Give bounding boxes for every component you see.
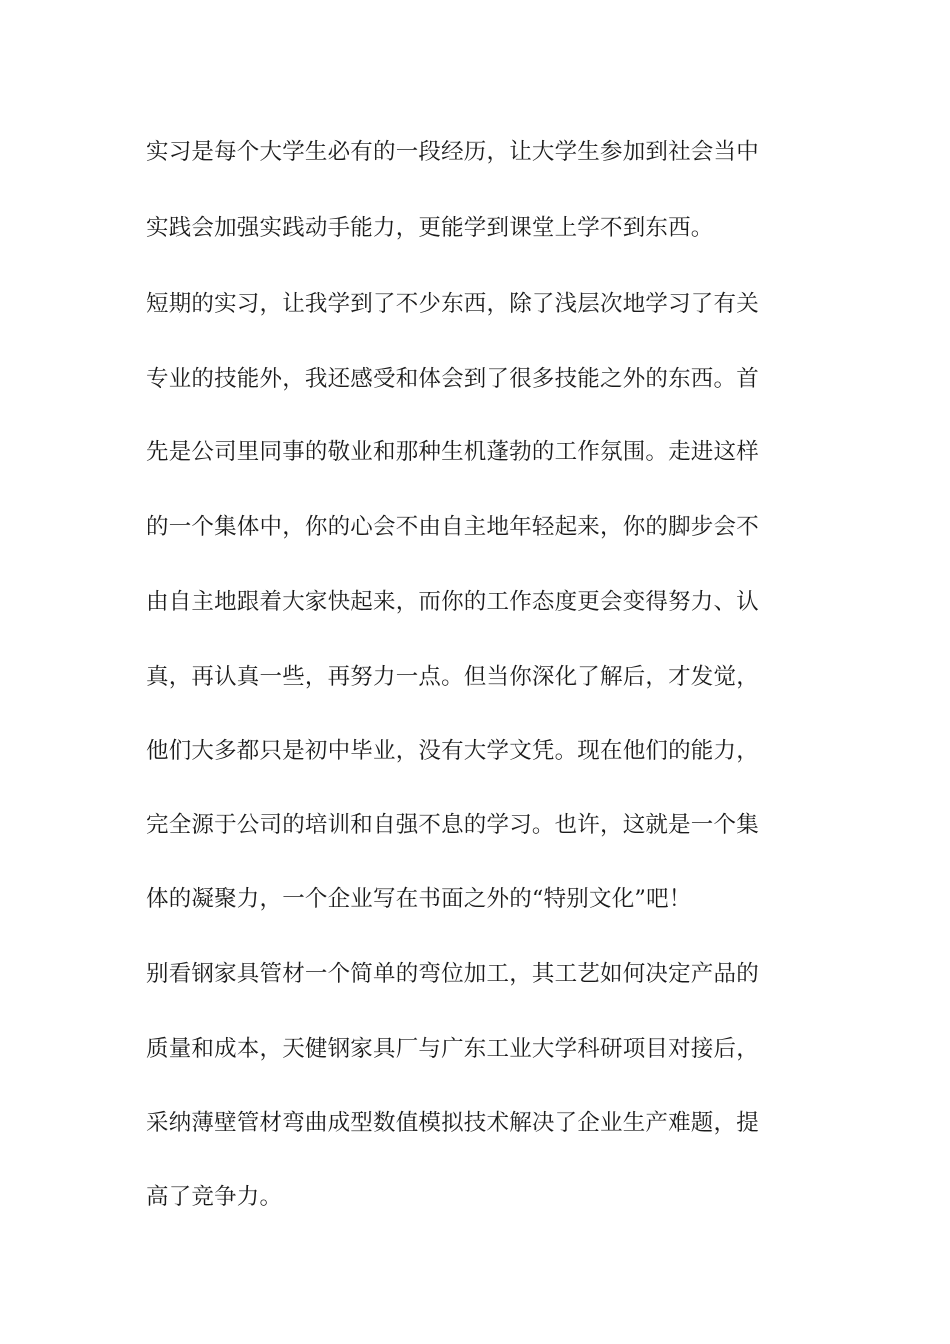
text-line: 由自主地跟着大家快起来，而你的工作态度更会变得努力、认	[146, 589, 759, 615]
text-line: 实践会加强实践动手能力，更能学到课堂上学不到东西。	[146, 215, 714, 241]
text-line: 高了竞争力。	[146, 1184, 283, 1210]
text-line: 专业的技能外，我还感受和体会到了很多技能之外的东西。首	[146, 366, 759, 392]
text-line: 质量和成本，天健钢家具厂与广东工业大学科研项目对接后，	[146, 1036, 759, 1062]
text-line: 短期的实习，让我学到了不少东西，除了浅层次地学习了有关	[146, 291, 759, 317]
text-line: 采纳薄壁管材弯曲成型数值模拟技术解决了企业生产难题，提	[146, 1110, 759, 1136]
text-line: 体的凝聚力，一个企业写在书面之外的“特别文化”吧！	[146, 886, 692, 912]
text-line: 实习是每个大学生必有的一段经历，让大学生参加到社会当中	[146, 139, 759, 165]
text-line: 真，再认真一些，再努力一点。但当你深化了解后，才发觉，	[146, 664, 759, 690]
text-line: 别看钢家具管材一个简单的弯位加工，其工艺如何决定产品的	[146, 961, 759, 987]
text-line: 完全源于公司的培训和自强不息的学习。也许，这就是一个集	[146, 812, 759, 838]
text-line: 的一个集体中，你的心会不由自主地年轻起来，你的脚步会不	[146, 514, 759, 540]
text-line: 他们大多都只是初中毕业，没有大学文凭。现在他们的能力，	[146, 738, 759, 764]
text-line: 先是公司里同事的敬业和那种生机蓬勃的工作氛围。走进这样	[146, 439, 759, 465]
